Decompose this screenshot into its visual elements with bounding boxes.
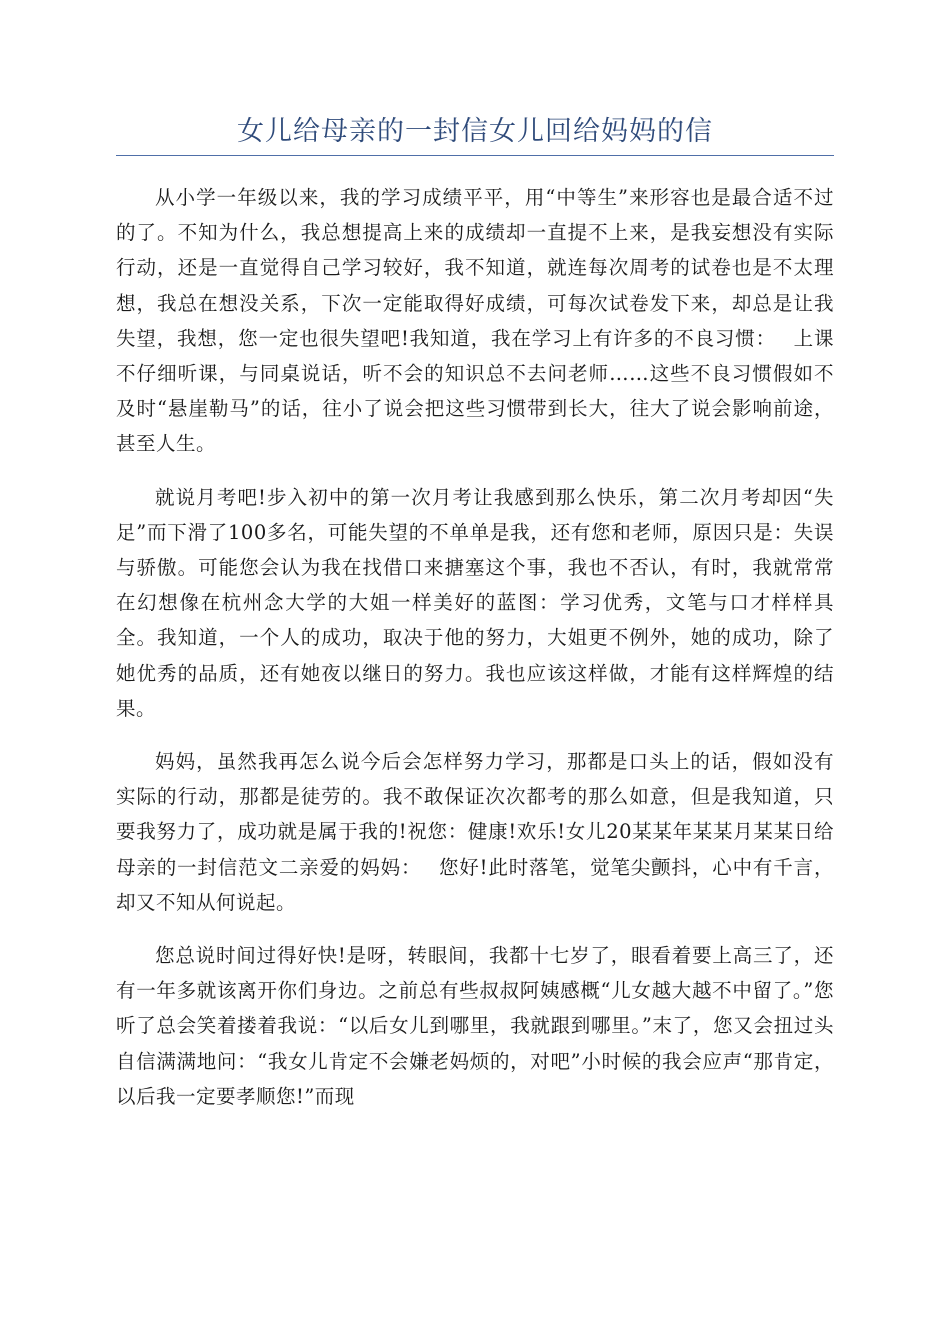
paragraph-3: 妈妈，虽然我再怎么说今后会怎样努力学习，那都是口头上的话，假如没有实际的行动，那都是徒劳的。我不敢保证次次都考的那么如意，但是我知道，只要我努力了，成功就是属于我的!祝您：健康!欢乐!女儿20某某年某某月某某日给母亲的一封信范文二亲爱的妈妈： 您好!此时落笔，觉笔尖颤抖，心中有千言，却又不知从何说起。 [116, 750, 834, 914]
document-title: 女儿给母亲的一封信女儿回给妈妈的信 [237, 116, 713, 147]
paragraph-1: 从小学一年级以来，我的学习成绩平平，用“中等生”来形容也是最合适不过的了。不知为什么，我总想提高上来的成绩却一直提不上来，是我妄想没有实际行动，还是一直觉得自己学习较好，我不知道，就连每次周考的试卷也是不太理想，我总在想没关系，下次一定能取得好成绩，可每次试卷发下来，却总是让我失望，我想，您一定也很失望吧!我知道，我在学习上有许多的不良习惯： 上课不仔细听课，与同桌说话，听不会的知识总不去问老师……这些不良习惯假如不及时“悬崖勒马”的话，往小了说会把这些习惯带到长大，往大了说会影响前途，甚至人生。 [116, 186, 834, 456]
paragraph-4: 您总说时间过得好快!是呀，转眼间，我都十七岁了，眼看着要上高三了，还有一年多就该离开你们身边。之前总有些叔叔阿姨感概“儿女越大越不中留了。”您听了总会笑着搂着我说：“以后女儿到哪里，我就跟到哪里。”末了，您又会扭过头自信满满地问：“我女儿肯定不会嫌老妈烦的，对吧”小时候的我会应声“那肯定，以后我一定要孝顺您!”而现 [116, 944, 834, 1108]
title-underline [116, 155, 834, 156]
paragraph-2: 就说月考吧!步入初中的第一次月考让我感到那么快乐，第二次月考却因“失足”而下滑了100多名，可能失望的不单单是我，还有您和老师，原因只是：失误与骄傲。可能您会认为我在找借口来搪塞这个事，我也不否认，有时，我就常常在幻想像在杭州念大学的大姐一样美好的蓝图：学习优秀，文笔与口才样样具全。我知道，一个人的成功，取决于他的努力，大姐更不例外，她的成功，除了她优秀的品质，还有她夜以继日的努力。我也应该这样做，才能有这样辉煌的结果。 [116, 485, 834, 720]
document-body [116, 180, 834, 1132]
